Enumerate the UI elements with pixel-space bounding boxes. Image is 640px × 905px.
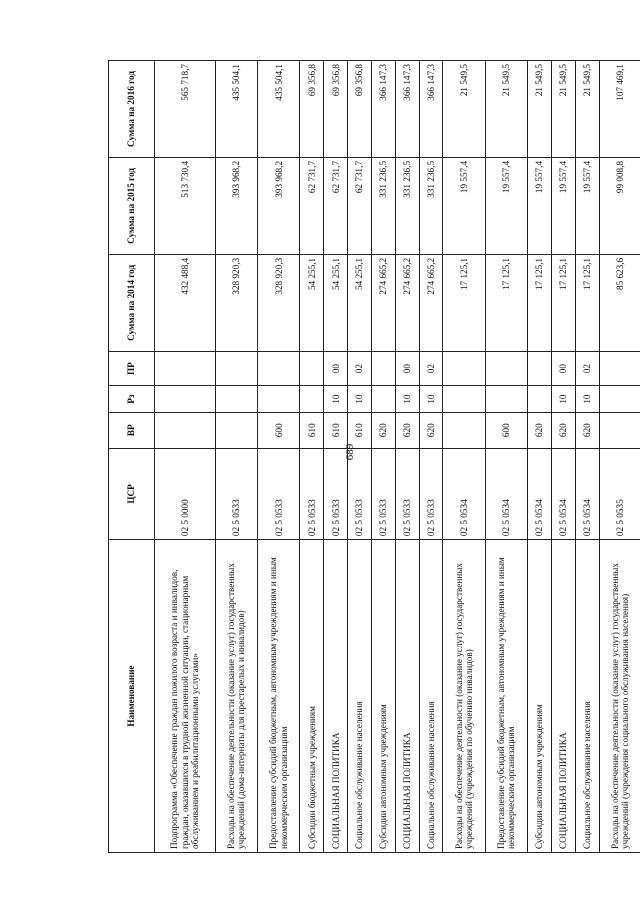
header-name: Наименование <box>109 540 155 853</box>
table-row <box>215 61 257 853</box>
cell-y2014: 17 125,1 <box>551 254 575 351</box>
cell-pr <box>215 351 257 386</box>
cell-rz <box>300 386 324 412</box>
cell-pr <box>300 351 324 386</box>
cell-y2014: 17 125,1 <box>443 254 485 351</box>
cell-csr: 02 5 0533 <box>324 448 348 539</box>
cell-rz: 10 <box>348 386 372 412</box>
cell-y2014: 54 255,1 <box>300 254 324 351</box>
cell-y2016: 366 147,3 <box>419 61 443 158</box>
cell-y2016: 69 356,8 <box>300 61 324 158</box>
cell-rz <box>599 386 640 412</box>
table-row <box>443 61 485 853</box>
cell-name: Субсидии бюджетным учреждениям <box>300 540 324 853</box>
table-header-row <box>109 61 155 853</box>
cell-y2014: 85 623,6 <box>599 254 640 351</box>
cell-y2016: 107 469,1 <box>599 61 640 158</box>
cell-csr: 02 5 0533 <box>371 448 395 539</box>
cell-csr: 02 5 0533 <box>215 448 257 539</box>
cell-pr <box>485 351 527 386</box>
cell-y2015: 393 968,2 <box>258 157 300 254</box>
cell-y2016: 69 356,8 <box>324 61 348 158</box>
cell-y2015: 331 236,5 <box>395 157 419 254</box>
cell-vr <box>443 412 485 448</box>
cell-vr: 600 <box>485 412 527 448</box>
cell-csr: 02 5 0534 <box>551 448 575 539</box>
table-row <box>258 61 300 853</box>
cell-pr <box>155 351 216 386</box>
table-row <box>575 61 599 853</box>
cell-name: Субсидии автономным учреждениям <box>371 540 395 853</box>
cell-rz <box>155 386 216 412</box>
cell-vr: 610 <box>324 412 348 448</box>
cell-y2015: 19 557,4 <box>551 157 575 254</box>
cell-vr: 620 <box>395 412 419 448</box>
cell-y2014: 54 255,1 <box>324 254 348 351</box>
cell-y2016: 435 504,1 <box>258 61 300 158</box>
cell-vr: 620 <box>371 412 395 448</box>
cell-y2016: 565 718,7 <box>155 61 216 158</box>
cell-y2016: 21 549,5 <box>575 61 599 158</box>
cell-rz: 10 <box>551 386 575 412</box>
cell-csr: 02 5 0534 <box>443 448 485 539</box>
table-row <box>300 61 324 853</box>
table-row <box>371 61 395 853</box>
cell-y2014: 17 125,1 <box>575 254 599 351</box>
cell-y2014: 274 665,2 <box>371 254 395 351</box>
header-2016: Сумма на 2016 год <box>109 61 155 158</box>
cell-vr <box>215 412 257 448</box>
cell-pr <box>371 351 395 386</box>
cell-pr: 00 <box>324 351 348 386</box>
cell-rz <box>258 386 300 412</box>
cell-pr <box>258 351 300 386</box>
cell-y2015: 62 731,7 <box>324 157 348 254</box>
cell-rz <box>528 386 552 412</box>
cell-pr <box>443 351 485 386</box>
table-row <box>395 61 419 853</box>
table-row <box>155 61 216 853</box>
cell-vr: 620 <box>419 412 443 448</box>
budget-table <box>108 60 640 853</box>
table-row <box>551 61 575 853</box>
cell-y2015: 62 731,7 <box>300 157 324 254</box>
cell-y2015: 19 557,4 <box>443 157 485 254</box>
header-rz: Рз <box>109 386 155 412</box>
page-number: 689 <box>344 443 356 461</box>
cell-y2016: 366 147,3 <box>371 61 395 158</box>
cell-y2016: 21 549,5 <box>528 61 552 158</box>
cell-vr: 620 <box>551 412 575 448</box>
cell-rz <box>371 386 395 412</box>
cell-name: Расходы на обеспечение деятельности (оказание услуг) государственных учреждений (дома-интернаты для престарелых и инвалидов) <box>215 540 257 853</box>
cell-y2015: 513 730,4 <box>155 157 216 254</box>
cell-pr: 02 <box>348 351 372 386</box>
cell-vr: 620 <box>575 412 599 448</box>
cell-y2014: 328 920,3 <box>258 254 300 351</box>
cell-y2014: 432 488,4 <box>155 254 216 351</box>
table-body <box>155 61 640 853</box>
cell-csr: 02 5 0535 <box>599 448 640 539</box>
cell-y2016: 69 356,8 <box>348 61 372 158</box>
cell-csr: 02 5 0000 <box>155 448 216 539</box>
cell-rz: 10 <box>575 386 599 412</box>
cell-y2016: 435 504,1 <box>215 61 257 158</box>
cell-name: Субсидии автономным учреждениям <box>528 540 552 853</box>
rotated-table-container <box>108 60 640 853</box>
cell-rz <box>215 386 257 412</box>
cell-pr: 02 <box>419 351 443 386</box>
cell-pr <box>528 351 552 386</box>
table-row <box>348 61 372 853</box>
cell-csr: 02 5 0533 <box>300 448 324 539</box>
table-row <box>324 61 348 853</box>
cell-y2016: 21 549,5 <box>485 61 527 158</box>
cell-csr: 02 5 0534 <box>528 448 552 539</box>
table-row <box>419 61 443 853</box>
cell-rz <box>443 386 485 412</box>
cell-y2015: 331 236,5 <box>419 157 443 254</box>
cell-vr <box>599 412 640 448</box>
cell-pr: 00 <box>551 351 575 386</box>
cell-y2015: 62 731,7 <box>348 157 372 254</box>
header-csr: ЦСР <box>109 448 155 539</box>
cell-name: Социальное обслуживание населения <box>575 540 599 853</box>
cell-y2016: 21 549,5 <box>551 61 575 158</box>
cell-y2015: 393 968,2 <box>215 157 257 254</box>
cell-name: СОЦИАЛЬНАЯ ПОЛИТИКА <box>395 540 419 853</box>
cell-rz: 10 <box>395 386 419 412</box>
cell-vr: 600 <box>258 412 300 448</box>
cell-y2015: 19 557,4 <box>485 157 527 254</box>
cell-rz: 10 <box>419 386 443 412</box>
cell-name: Предоставление субсидий бюджетным, автономным учреждениям и иным некоммерческим организациям <box>485 540 527 853</box>
cell-y2015: 331 236,5 <box>371 157 395 254</box>
cell-csr: 02 5 0533 <box>419 448 443 539</box>
cell-y2015: 19 557,4 <box>528 157 552 254</box>
cell-rz <box>485 386 527 412</box>
cell-vr: 620 <box>528 412 552 448</box>
cell-csr: 02 5 0534 <box>575 448 599 539</box>
cell-y2016: 366 147,3 <box>395 61 419 158</box>
cell-name: СОЦИАЛЬНАЯ ПОЛИТИКА <box>324 540 348 853</box>
cell-name: Предоставление субсидий бюджетным, автономным учреждениям и иным некоммерческим организациям <box>258 540 300 853</box>
cell-pr: 02 <box>575 351 599 386</box>
cell-rz: 10 <box>324 386 348 412</box>
cell-csr: 02 5 0533 <box>395 448 419 539</box>
cell-name: Расходы на обеспечение деятельности (оказание услуг) государственных учреждений (учреждения социального обслуживания населения) <box>599 540 640 853</box>
cell-y2014: 274 665,2 <box>395 254 419 351</box>
cell-y2014: 328 920,3 <box>215 254 257 351</box>
cell-pr: 00 <box>395 351 419 386</box>
cell-csr: 02 5 0533 <box>258 448 300 539</box>
cell-vr: 610 <box>348 412 372 448</box>
table-row <box>599 61 640 853</box>
cell-y2014: 17 125,1 <box>528 254 552 351</box>
header-2014: Сумма на 2014 год <box>109 254 155 351</box>
cell-y2016: 21 549,5 <box>443 61 485 158</box>
cell-name: Социальное обслуживание населения <box>348 540 372 853</box>
cell-csr: 02 5 0534 <box>485 448 527 539</box>
cell-y2014: 274 665,2 <box>419 254 443 351</box>
cell-y2014: 54 255,1 <box>348 254 372 351</box>
cell-y2014: 17 125,1 <box>485 254 527 351</box>
header-2015: Сумма на 2015 год <box>109 157 155 254</box>
header-pr: ПР <box>109 351 155 386</box>
cell-y2015: 19 557,4 <box>575 157 599 254</box>
cell-name: СОЦИАЛЬНАЯ ПОЛИТИКА <box>551 540 575 853</box>
cell-csr: 02 5 0533 <box>348 448 372 539</box>
table-row <box>528 61 552 853</box>
cell-pr <box>599 351 640 386</box>
cell-vr: 610 <box>300 412 324 448</box>
header-vr: ВР <box>109 412 155 448</box>
cell-name: Социальное обслуживание населения <box>419 540 443 853</box>
cell-name: Подпрограмма «Обеспечение граждан пожилого возраста и инвалидов, граждан, оказавшихся в трудной жизненной ситуации, стационарным обслуживанием и реабилитационными услугами» <box>155 540 216 853</box>
table-row <box>485 61 527 853</box>
cell-name: Расходы на обеспечение деятельности (оказание услуг) государственных учреждений (учреждения по обучению инвалидов) <box>443 540 485 853</box>
cell-y2015: 99 008,8 <box>599 157 640 254</box>
cell-vr <box>155 412 216 448</box>
